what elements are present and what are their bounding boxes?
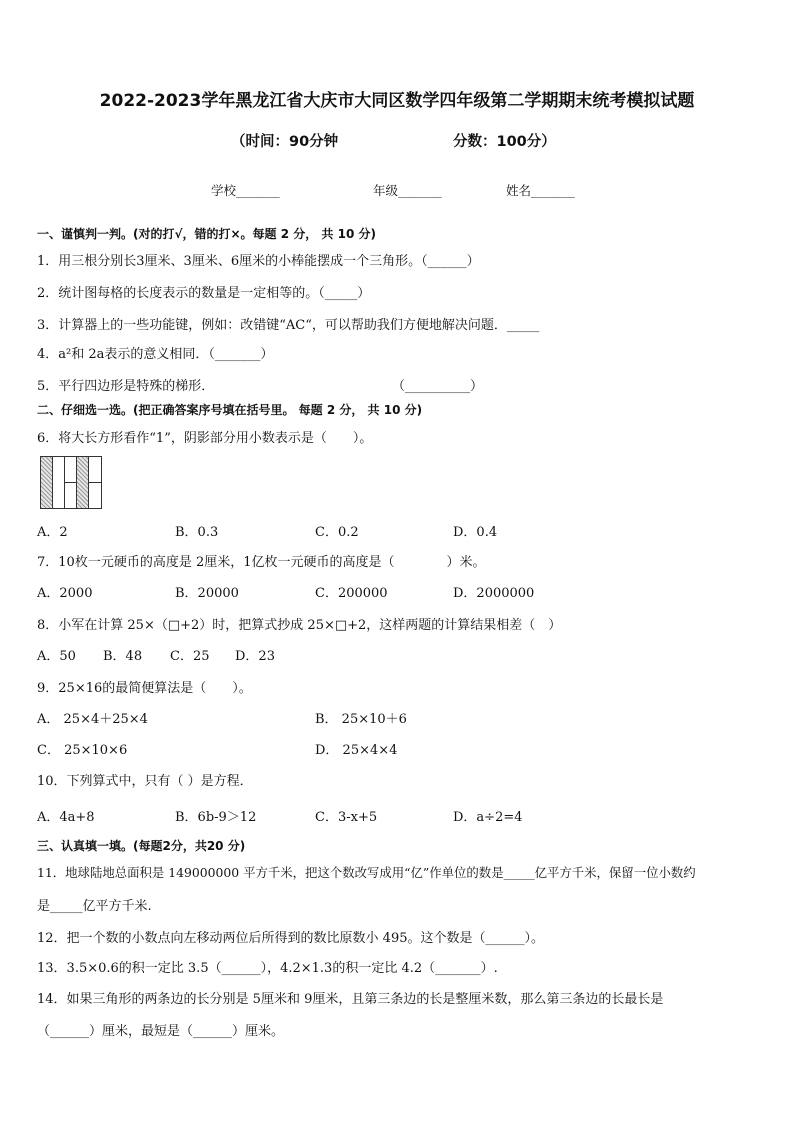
q7-option-b[interactable]: B．20000 xyxy=(175,586,239,601)
school-field[interactable]: 学校_______ xyxy=(211,183,280,198)
q6-option-a[interactable]: A．2 xyxy=(37,525,68,540)
section-3-heading: 三、认真填一填。(每题2分，共20 分) xyxy=(37,839,246,853)
q8-option-c[interactable]: C．25 xyxy=(170,649,210,664)
question-14: 14．如果三角形的两条边的长分别是 5厘米和 9厘米，且第三条边的长是整厘米数，那么第三条边的长最长是 xyxy=(37,992,664,1007)
q10-option-c[interactable]: C．3-x+5 xyxy=(315,810,378,825)
question-6: 6．将大长方形看作“1”，阴影部分用小数表示是（ ）。 xyxy=(37,431,373,446)
strip xyxy=(53,457,65,508)
q10-option-a[interactable]: A．4a+8 xyxy=(37,810,95,825)
q7-option-a[interactable]: A．2000 xyxy=(37,586,93,601)
question-14-continued: （______）厘米，最短是（______）厘米。 xyxy=(37,1024,285,1039)
question-8: 8．小军在计算 25×（□+2）时，把算式抄成 25×□+2，这样两题的计算结果相差（ ） xyxy=(37,618,562,633)
q9-option-c[interactable]: C． 25×10×6 xyxy=(37,743,128,758)
name-field[interactable]: 姓名_______ xyxy=(506,183,575,198)
strip xyxy=(89,457,101,483)
grade-field[interactable]: 年级_______ xyxy=(373,183,442,198)
q9-option-a[interactable]: A． 25×4＋25×4 xyxy=(37,712,148,727)
question-10: 10．下列算式中，只有（ ）是方程． xyxy=(37,774,253,789)
q8-option-a[interactable]: A．50 xyxy=(37,649,76,664)
question-1: 1．用三根分别长3厘米、3厘米、6厘米的小棒能摆成一个三角形。（______） xyxy=(37,254,480,269)
rectangle-figure xyxy=(40,456,102,509)
q8-option-b[interactable]: B．48 xyxy=(103,649,143,664)
question-12: 12．把一个数的小数点向左移动两位后所得到的数比原数小 495。这个数是（______）。 xyxy=(37,931,544,946)
question-7: 7．10枚一元硬币的高度是 2厘米，1亿枚一元硬币的高度是（ ）米。 xyxy=(37,555,486,570)
exam-time: （时间：90分钟 xyxy=(231,134,339,150)
question-5: 5．平行四边形是特殊的梯形． xyxy=(37,379,215,394)
strip xyxy=(65,483,77,508)
question-9: 9．25×16的最简便算法是（ ）。 xyxy=(37,681,252,696)
q10-option-d[interactable]: D．a÷2=4 xyxy=(453,810,523,825)
q6-option-b[interactable]: B．0.3 xyxy=(175,525,219,540)
question-3: 3．计算器上的一些功能键，例如：改错键“AC“，可以帮助我们方便地解决问题．_____ xyxy=(37,318,540,333)
shaded-strip xyxy=(41,457,53,508)
q10-option-b[interactable]: B．6b-9＞12 xyxy=(175,810,257,825)
exam-score: 分数：100分） xyxy=(453,134,556,150)
q6-option-d[interactable]: D．0.4 xyxy=(453,525,498,540)
q7-option-c[interactable]: C．200000 xyxy=(315,586,388,601)
section-2-heading: 二、仔细选一选。(把正确答案序号填在括号里。 每题 2 分， 共 10 分) xyxy=(37,403,423,417)
question-11: 11．地球陆地总面积是 149000000 平方千米，把这个数改写成用“亿”作单位的数是_____亿平方千米，保留一位小数约 xyxy=(37,865,696,880)
q7-option-d[interactable]: D．2000000 xyxy=(453,586,535,601)
strip xyxy=(65,457,77,483)
question-4: 4．a²和 2a表示的意义相同．（_______） xyxy=(37,347,274,362)
q9-option-d[interactable]: D． 25×4×4 xyxy=(315,743,398,758)
question-11-continued: 是_____亿平方千米. xyxy=(37,899,152,914)
section-1-heading: 一、谨慎判一判。(对的打√，错的打×。每题 2 分， 共 10 分) xyxy=(37,227,376,241)
q9-option-b[interactable]: B． 25×10＋6 xyxy=(315,712,407,727)
question-2: 2．统计图每格的长度表示的数量是一定相等的。（_____） xyxy=(37,286,371,301)
q6-option-c[interactable]: C．0.2 xyxy=(315,525,359,540)
page-title: 2022-2023学年黑龙江省大庆市大同区数学四年级第二学期期末统考模拟试题 xyxy=(99,91,695,111)
q8-option-d[interactable]: D．23 xyxy=(235,649,275,664)
question-5-answer-blank[interactable]: （__________） xyxy=(392,379,484,394)
strip xyxy=(89,483,101,508)
shaded-strip xyxy=(77,457,89,508)
question-13: 13．3.5×0.6的积一定比 3.5（______），4.2×1.3的积一定比 4.2（_______）. xyxy=(37,961,498,976)
